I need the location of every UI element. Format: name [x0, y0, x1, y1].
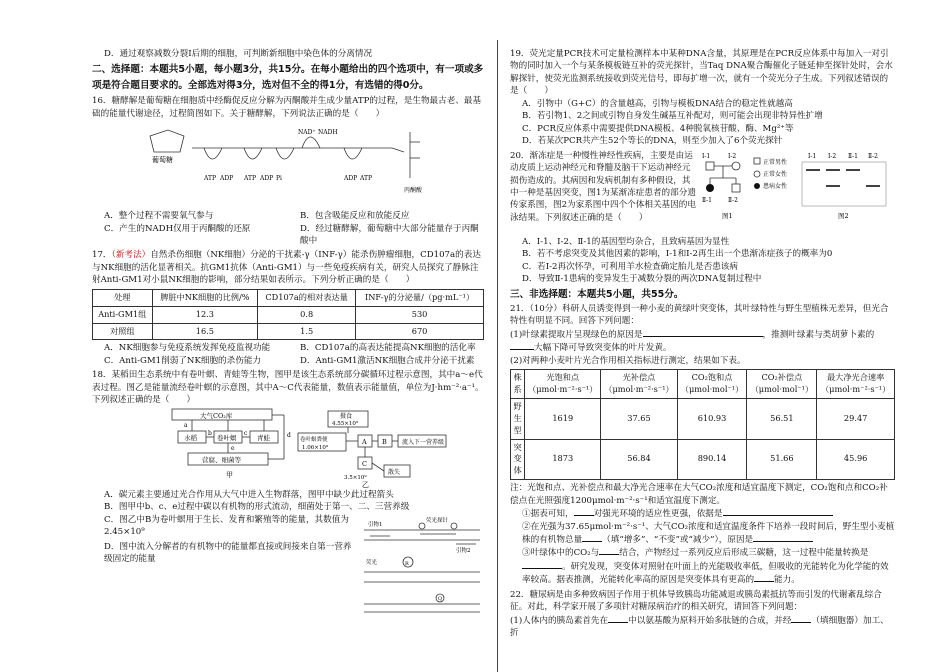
- table-cell: 45.96: [817, 439, 895, 480]
- answer-blank[interactable]: [522, 560, 562, 569]
- dissipation-label: 散失: [388, 468, 401, 476]
- q18-option-c-text: C．图乙中B为卷叶螟用于生长、发育和繁殖等的能量，其数值为: [104, 514, 349, 525]
- q16-options-row1: [92, 210, 484, 222]
- table-row: [511, 398, 895, 439]
- table-header-cell: CO₂饱和点（μmol·mol⁻¹）: [677, 370, 747, 399]
- q18-stem: [92, 369, 484, 406]
- table-header-cell: 光饱和点（μmol·m⁻²·s⁻¹）: [525, 370, 601, 399]
- q22-part-1-text-b: 中以氨基酸为原料开始多肽链的合成，并经: [628, 615, 792, 626]
- pyruvate-label: 丙酮酸: [404, 187, 423, 195]
- pi-label: Pi: [276, 175, 282, 183]
- legend-normal-female: 正常女性: [763, 170, 788, 178]
- pedigree-and-electrophoresis: [700, 150, 895, 236]
- q17-option-d: D．Anti-GM1激活NK细胞合成并分泌干扰素: [300, 355, 475, 366]
- glycolysis-diagram: [92, 122, 484, 210]
- leaf-roller-box: 卷叶螟: [217, 433, 237, 442]
- adp-label-3: ADP: [344, 175, 358, 183]
- lane-label: Ⅰ-1: [808, 152, 817, 160]
- answer-blank[interactable]: [574, 507, 594, 516]
- table-header-cell: 最大净光合速率（μmol·m⁻²·s⁻¹）: [817, 370, 895, 399]
- intake-label: 摄食: [340, 412, 353, 420]
- table-cell: 野生型: [511, 398, 525, 439]
- pedigree-i1-label: Ⅰ-1: [702, 152, 711, 160]
- table-header-row: [511, 370, 895, 399]
- q21-sub-2-text-b: （填“增多”、“不变”或“减少”），原因是: [602, 534, 754, 545]
- q17-text: 自然杀伤细胞（NK细胞）分泌的干扰素-γ（INF-γ）能杀伤肿瘤细胞，CD107a的表达与NK细胞的活化显著相关。抗GM1抗体（Anti-GM1）与一些免疫疾病有关，研究人员探究了静脉注射Anti-GM1对小鼠NK细胞的影响，部分结果如表所示。下列分析正确的是（ ）: [92, 250, 481, 286]
- adp-label-2: ADP: [260, 175, 274, 183]
- table-cell: Anti-GM1组: [93, 306, 153, 323]
- q21-sub-3-text: ③叶绿体中的CO₂与: [522, 548, 600, 559]
- table-cell: 对照组: [93, 323, 153, 340]
- table-cell: 56.51: [747, 398, 817, 439]
- table-header-cell: INF-γ的分泌量/（pg·mL⁻¹）: [356, 289, 484, 306]
- glucose-label: 葡萄糖: [152, 156, 173, 165]
- q19-option-a: A．引物中（G+C）的含量越高，引物与模板DNA结合的稳定性就越高: [522, 98, 793, 109]
- table-header-cell: 处理: [93, 289, 153, 306]
- q21-part-2: (2)对两种小麦叶片光合作用相关指标进行测定，结果如下表。: [510, 355, 746, 366]
- answer-blank[interactable]: [723, 507, 833, 516]
- table-cell: 29.47: [817, 398, 895, 439]
- pedigree-ii2-label: Ⅱ-2: [728, 196, 738, 204]
- q18-option-b: B．图甲中b、c、e过程中碳以有机物的形式流动，细菌处于第一、二、三营养级: [104, 502, 410, 513]
- q21-sub-3-text-b: 结合，产物经过一系列反应后形成三碳糖，这一过程中能量转换是: [619, 548, 869, 559]
- table-header-row: [93, 289, 484, 306]
- q18-text-end: 。下列叙述正确的是（ ）: [92, 382, 484, 406]
- q17-option-b: B．CD107a的高表达能提高NK细胞的活化率: [300, 343, 476, 354]
- table-cell: 530: [356, 306, 484, 323]
- q19-option-b: B．若引物1、2之间或引物自身发生碱基互补配对，则可能会出现非特异性扩增: [522, 111, 823, 122]
- energy-a: A: [362, 437, 367, 446]
- q17-option-c: C．Anti-GM1削弱了NK细胞的杀伤能力: [104, 355, 262, 366]
- answer-blank[interactable]: [510, 341, 534, 350]
- left-column: [92, 48, 484, 616]
- pedigree-i2-female: [732, 162, 740, 170]
- q20-option-b: B．若不考虑突变及其他因素的影响，Ⅰ-1和Ⅰ-2再生出一个患渐冻症孩子的概率为0: [522, 249, 833, 260]
- q21-part-1-cont: [510, 341, 895, 354]
- q21-table-note: 注：光饱和点、光补偿点和最大净光合速率在大气CO₂浓度和适宜温度下测定，CO₂饱和点和CO₂补偿点在光照强度1200μmol·m⁻²·s⁻¹和适宜温度下测定。: [510, 483, 888, 506]
- q20-option-a: A．Ⅰ-1、Ⅰ-2、Ⅱ-1的基因型均杂合，且致病基因为显性: [522, 236, 730, 247]
- q22-part-1-text-c: （填细胞器）加工、折: [510, 615, 889, 639]
- table-row: [93, 323, 484, 340]
- q18-option-c-value: 2.45×10⁹: [104, 527, 145, 538]
- right-column: [510, 48, 895, 640]
- atmosphere-co2-box: 大气CO₂库: [200, 411, 233, 420]
- answer-blank[interactable]: [753, 533, 813, 542]
- frog-box: 青蛙: [257, 433, 270, 442]
- atp-label-1: ATP: [204, 175, 217, 183]
- table-cell: 1873: [525, 439, 601, 480]
- answer-blank[interactable]: [791, 614, 811, 623]
- table-row: [511, 439, 895, 480]
- primer1-label: 引物1: [368, 521, 383, 528]
- table-cell: 16.5: [152, 323, 258, 340]
- pedigree-i1-male: [706, 162, 714, 170]
- q21-sub-3: [510, 546, 895, 586]
- answer-blank[interactable]: [643, 328, 763, 337]
- figure-yi-label: 乙: [362, 480, 369, 489]
- table-cell: 51.66: [747, 439, 817, 480]
- figure-1-caption: 图1: [722, 211, 733, 220]
- q18-text: 18．某稻田生态系统中有卷叶螟、青蛙等生物，图甲是该生态系统部分碳循环过程示意图，其中a～e代表过程。图乙是能量流经卷叶螟的示意图，其中A～C代表能量，数值表示能量值，单位为: [92, 370, 483, 393]
- pedigree-ii2-male: [732, 184, 740, 192]
- figure-2-caption: 图2: [838, 211, 849, 220]
- nad-label: NAD⁺: [298, 129, 316, 137]
- table-header-cell: 光补偿点（μmol·m⁻²·s⁻¹）: [601, 370, 677, 399]
- q17-options-row1: [92, 342, 484, 354]
- q16-option-b: B．包含吸能反应和放能反应: [300, 211, 410, 222]
- section-3-heading: 三、非选择题：本题共5小题，共55分。: [510, 289, 684, 301]
- q18-figures: [92, 407, 484, 489]
- q15-option-d: D．通过观察减数分裂Ⅰ后期的细胞，可判断新细胞中染色体的分离情况: [104, 49, 373, 59]
- table-cell: 1.5: [258, 323, 356, 340]
- table-header-cell: CD107a的相对表达量: [258, 289, 356, 306]
- q16-option-a: A．整个过程不需要氧气参与: [104, 211, 214, 222]
- q21-sub-3-text-d: 能力。: [774, 575, 800, 586]
- energy-b: B: [382, 437, 387, 446]
- atp-label-2: ATP: [244, 175, 257, 183]
- quencher-q: Q: [438, 595, 443, 602]
- legend-normal-male: 正常男性: [763, 158, 788, 166]
- pedigree-i2-label: Ⅰ-2: [728, 152, 737, 160]
- q20-option-c: C．若Ⅰ-2再次怀孕，可利用羊水检查确定胎儿是否患该病: [522, 261, 738, 272]
- q17-option-a: A．NK细胞参与免疫系统发挥免疫监视功能: [104, 343, 271, 354]
- lane-label: Ⅱ-2: [868, 152, 878, 160]
- q21-sub-3-text-c: 。研究发现，突变体对照射在叶面上的光能吸收率低，但吸收的光能转化为化学能的效率较高。据表推测，光能转化率高的原因是突变体具有更高的: [522, 561, 889, 586]
- feces-label: 卷叶螟粪便: [300, 436, 328, 443]
- q20-option-d: D．导致Ⅱ-1患病的变异发生于减数分裂的两次DNA复制过程中: [522, 273, 762, 284]
- table-cell: 突变体: [511, 439, 525, 480]
- table-cell: 12.3: [152, 306, 258, 323]
- answer-blank[interactable]: [582, 533, 602, 542]
- q21-part-1-text-b: ，推测叶绿素与类胡萝卜素的: [762, 329, 875, 340]
- q18-cd-with-figure: [92, 514, 484, 616]
- atp-label-3: ATP: [360, 175, 373, 183]
- energy-c: C: [362, 459, 367, 468]
- q16-stem: 16．糖酵解是葡萄糖在细胞质中经酶促反应分解为丙酮酸并生成少量ATP的过程，是生物最古老、最基础的能量代谢途径，过程简图如下。关于糖酵解，下列说法正确的是（ ）: [92, 96, 482, 119]
- table-header-cell: 株系: [511, 370, 525, 399]
- reporter-r: R: [405, 560, 409, 567]
- table-cell: 1619: [525, 398, 601, 439]
- q22-part-1-text: (1)人体内的胰岛素首先在: [510, 615, 609, 626]
- q21-sub-1-text-b: 对强光环境的适应性更强，依据是: [593, 509, 723, 520]
- pcr-probe-diagram: [360, 514, 484, 616]
- process-a: a: [184, 421, 188, 429]
- q17-options-row2: [92, 355, 484, 367]
- decomposer-box: 营腐、细菌等: [202, 455, 241, 464]
- table-cell: 37.65: [601, 398, 677, 439]
- table-cell: 610.93: [677, 398, 747, 439]
- process-b: b: [208, 429, 212, 437]
- table-cell: 0.8: [258, 306, 356, 323]
- q21-sub-1: [510, 507, 895, 520]
- feces-value: 1.06×10⁹: [302, 444, 329, 451]
- gel-frame: [802, 162, 886, 206]
- q17-table: [92, 289, 484, 341]
- legend-male-symbol: [754, 158, 760, 164]
- answer-blank[interactable]: [608, 614, 628, 623]
- q21-sub-2: [510, 521, 895, 547]
- energy-c-value: 3.5×10⁹: [344, 474, 367, 481]
- q16-option-d: D．经过糖酵解，葡萄糖中大部分能量存于丙酮酸中: [300, 223, 479, 246]
- legend-affected-symbol: [754, 183, 760, 189]
- q22-stem: 22．糖尿病是由多种致病因子作用于机体导致胰岛功能减退或胰岛素抵抗等而引发的代谢紊乱综合征。对此，科学家开展了多项针对糖尿病治疗的相关研究，请回答下列问题：: [510, 589, 882, 613]
- section-2-heading: 二、选择题：本题共5小题，每小题3分，共15分。在每小题给出的四个选项中，有一项或多项是符合题目要求的。全部选对得3分，选对但不全的得1分，有选错的得0分。: [92, 64, 484, 91]
- q22-part-1: [510, 614, 895, 640]
- q17-number: 17．: [92, 250, 112, 261]
- nadh-label: NADH: [318, 129, 338, 137]
- q20-stem: 20．渐冻症是一种慢性神经性疾病，主要是由运动皮质上运动神经元和脊髓及脑干下运动神经元损伤造成的。其病因和发病机制有多种假设，其中一种是基因突变，图1为某渐冻症患者的部分遗传家系图，图2为家系图中四个个体相关基因的电泳结果。下列叙述正确的是（ ）: [510, 150, 696, 223]
- q19-option-c: C．PCR反应体系中需要提供DNA模板、4种脱氧核苷酸、酶、Mg²⁺等: [522, 123, 794, 134]
- table-cell: 890.14: [677, 439, 747, 480]
- q21-table: [510, 369, 895, 480]
- q21-part-1: [510, 328, 895, 341]
- q19-stem: 19．荧光定量PCR技术可定量检测样本中某种DNA含量，其原理是在PCR反应体系中每加入一对引物的同时加入一个与某条模板链互补的荧光探针，当Taq DNA聚合酶催化子链延伸至探针处时，会水解探针，使荧光监测系统接收到荧光信号，即每扩增一次，就有一个荧光分子生成。下列叙述错误的是（ ）: [510, 49, 893, 97]
- q18-option-d: D．图中流入分解者的有机物中的能量都直接或间接来自第一营养级固定的能量: [104, 541, 352, 564]
- adp-label-1: ADP: [220, 175, 234, 183]
- q16-option-c: C．产生的NADH仅用于丙酮酸的还原: [104, 223, 251, 234]
- table-cell: 670: [356, 323, 484, 340]
- primer2-label: 引物2: [456, 547, 471, 554]
- q17-new-method-tag: （新考法）: [111, 250, 151, 261]
- table-header-cell: 脾脏中NK细胞的比例/%: [152, 289, 258, 306]
- lane-label: Ⅰ-2: [828, 152, 837, 160]
- table-cell: 56.84: [601, 439, 677, 480]
- q18-unit: J·hm⁻²·a⁻¹: [431, 382, 476, 393]
- q18-cd-text: [92, 514, 354, 616]
- q21-part-1-text: (1)叶绿素提取片呈现绿色的原因是: [510, 329, 643, 340]
- answer-blank[interactable]: [754, 573, 774, 582]
- q21-part-1-text-c: 大幅下降可导致突变体的叶片发黄。: [534, 343, 672, 354]
- q18-option-c: [92, 514, 354, 539]
- q16-options-row2: [92, 223, 484, 248]
- q17-stem: [92, 249, 484, 286]
- legend-affected-female: 患病女性: [763, 182, 788, 190]
- table-row: [93, 306, 484, 323]
- next-level-label: 流入下一营养级: [402, 438, 445, 446]
- probe-label: 荧光探针: [426, 517, 449, 524]
- q21-sub-1-text: ①据表可知，: [522, 509, 574, 520]
- process-c: c: [244, 429, 248, 437]
- figure-jia-label: 甲: [226, 470, 233, 479]
- fluorescence-label: 荧光: [366, 559, 378, 566]
- intake-value: 4.55×10⁹: [332, 420, 359, 427]
- rice-box: 水稻: [184, 433, 197, 442]
- pedigree-ii1-affected-female: [706, 184, 714, 192]
- pedigree-ii1-label: Ⅱ-1: [702, 196, 712, 204]
- process-d: d: [287, 431, 291, 439]
- q21-stem: 21．（10分）科研人员诱变得到一种小麦的黄绿叶突变体，其叶绿特性与野生型植株无差异，但光合特性有明显不同。回答下列问题：: [510, 303, 889, 327]
- answer-blank[interactable]: [599, 546, 619, 555]
- q19-option-d: D．若某次PCR共产生52个等长的DNA，则至少加入了6个荧光探针: [522, 136, 783, 147]
- q21-sub-2-text: ②在光强为37.65μmol·m⁻²·s⁻¹、大气CO₂浓度和适宜温度条件下培养一段时间后，野生型小麦植株的有机物总量: [522, 521, 895, 545]
- process-e: e: [231, 444, 235, 452]
- q20-with-figures: [510, 150, 895, 236]
- legend-female-symbol: [754, 171, 760, 177]
- q18-option-a: A．碳元素主要通过光合作用从大气中进入生物群落，图甲中缺少此过程箭头: [104, 489, 394, 500]
- lane-label: Ⅱ-1: [848, 152, 858, 160]
- table-header-cell: CO₂补偿点（μmol·mol⁻¹）: [747, 370, 817, 399]
- column-divider: [497, 40, 498, 672]
